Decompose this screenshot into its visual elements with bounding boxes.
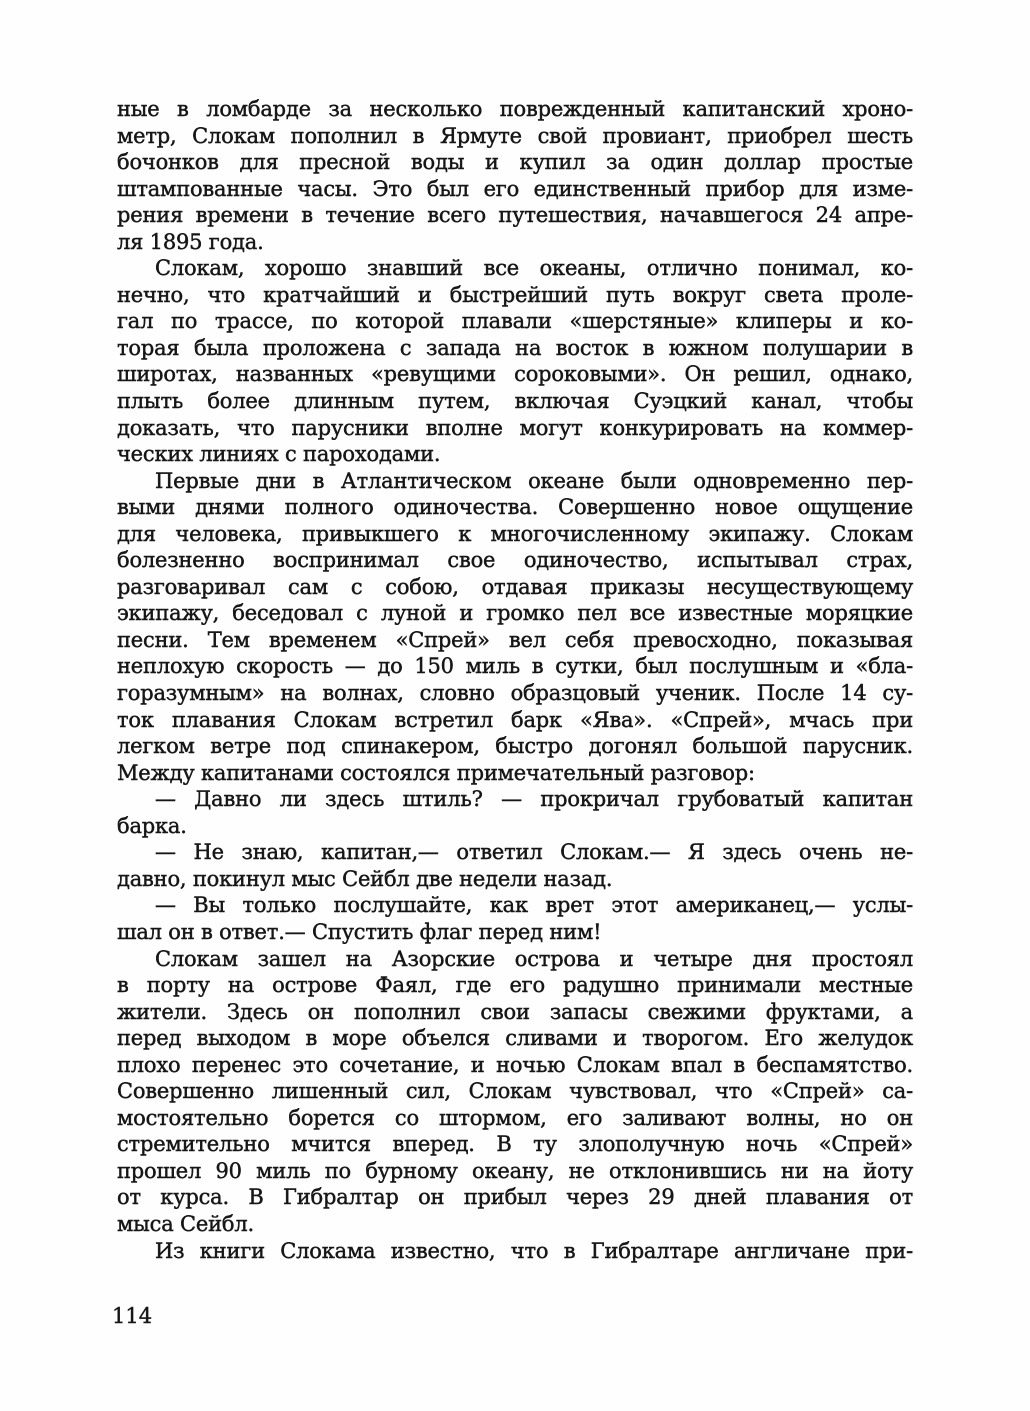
paragraph	[117, 96, 913, 255]
paragraph	[117, 839, 913, 892]
text-line: штампованные часы. Это был его единственный прибор для изме-	[117, 176, 913, 201]
text-line: песни. Тем временем «Спрей» вел себя превосходно, показывая	[117, 627, 913, 652]
text-line: барка.	[117, 813, 187, 838]
text-line: болезненно воспринимал свое одиночество, испытывал страх,	[117, 548, 913, 573]
text-line: Между капитанами состоялся примечательный разговор:	[117, 760, 755, 785]
text-line: стремительно мчится вперед. В ту злополучную ночь «Спрей»	[117, 1132, 913, 1157]
text-line: от курса. В Гибралтар он прибыл через 29 дней плавания от	[117, 1185, 913, 1210]
text-line: Из книги Слокама известно, что в Гибралтаре англичане при-	[155, 1238, 913, 1263]
text-line: неплохую скорость — до 150 миль в сутки, был послушным и «бла-	[117, 654, 913, 679]
text-line: легком ветре под спинакером, быстро догонял большой парусник.	[117, 734, 913, 759]
text-line: разговаривал сам с собою, отдавая приказы несуществующему	[117, 574, 913, 599]
text-line: ные в ломбарде за несколько поврежденный капитанский хроно-	[117, 97, 913, 121]
text-line: Первые дни в Атлантическом океане были одновременно пер-	[155, 468, 913, 493]
paragraph	[117, 946, 913, 1238]
text-line: в порту на острове Фаял, где его радушно принимали местные	[117, 973, 913, 998]
text-line: шал он в ответ.— Спустить флаг перед ним!	[117, 919, 602, 944]
text-line: жители. Здесь он пополнил свои запасы свежими фруктами, а	[117, 999, 913, 1024]
text-line: широтах, названных «ревущими сороковыми». Он решил, однако,	[117, 362, 913, 387]
text-line: — Не знаю, капитан,— ответил Слокам.— Я здесь очень не-	[155, 840, 913, 865]
text-line: экипажу, беседовал с луной и громко пел все известные моряцкие	[117, 601, 913, 626]
text-line: — Давно ли здесь штиль? — прокричал грубоватый капитан	[155, 787, 913, 812]
text-line: гал по трассе, по которой плавали «шерстяные» клиперы и ко-	[117, 309, 913, 334]
text-block	[117, 96, 913, 1264]
text-line: — Вы только послушайте, как врет этот американец,— услы-	[155, 893, 913, 918]
text-line: Слокам, хорошо знавший все океаны, отлично понимал, ко-	[155, 256, 913, 281]
paragraph	[117, 892, 913, 945]
text-line: Слокам зашел на Азорские острова и четыре дня простоял	[155, 946, 913, 971]
paragraph	[117, 468, 913, 787]
text-line: нечно, что кратчайший и быстрейший путь вокруг света проле-	[117, 282, 913, 307]
text-line: ток плавания Слокам встретил барк «Ява». «Спрей», мчась при	[117, 707, 913, 732]
text-line: плохо перенес это сочетание, и ночью Слокам впал в беспамятство.	[117, 1052, 913, 1077]
text-line: прошел 90 миль по бурному океану, не отклонившись ни на йоту	[117, 1158, 913, 1183]
text-line: горазумным» на волнах, словно образцовый ученик. После 14 су-	[117, 681, 913, 706]
paragraph	[117, 786, 913, 839]
text-line: ческих линиях с пароходами.	[117, 442, 441, 467]
text-line: торая была проложена с запада на восток в южном полушарии в	[117, 335, 913, 360]
text-line: ля 1895 года.	[117, 229, 264, 254]
page-number: 114	[112, 1304, 153, 1328]
text-line: доказать, что парусники вполне могут конкурировать на коммер-	[117, 415, 913, 440]
paragraph	[117, 1238, 913, 1265]
text-line: метр, Слокам пополнил в Ярмуте свой провиант, приобрел шесть	[117, 123, 913, 148]
text-line: рения времени в течение всего путешествия, начавшегося 24 апре-	[117, 203, 913, 228]
text-line: мыса Сейбл.	[117, 1211, 254, 1236]
text-line: давно, покинул мыс Сейбл две недели назад.	[117, 866, 613, 891]
text-line: мостоятельно борется со штормом, его заливают волны, но он	[117, 1105, 913, 1130]
paragraph	[117, 255, 913, 467]
text-line: бочонков для пресной воды и купил за один доллар простые	[117, 150, 913, 175]
text-line: перед выходом в море объелся сливами и творогом. Его желудок	[117, 1026, 913, 1051]
text-line: выми днями полного одиночества. Совершенно новое ощущение	[117, 495, 913, 520]
text-line: Совершенно лишенный сил, Слокам чувствовал, что «Спрей» са-	[117, 1079, 913, 1104]
text-line: плыть более длинным путем, включая Суэцкий канал, чтобы	[117, 389, 913, 414]
text-line: для человека, привыкшего к многочисленному экипажу. Слокам	[117, 521, 913, 546]
